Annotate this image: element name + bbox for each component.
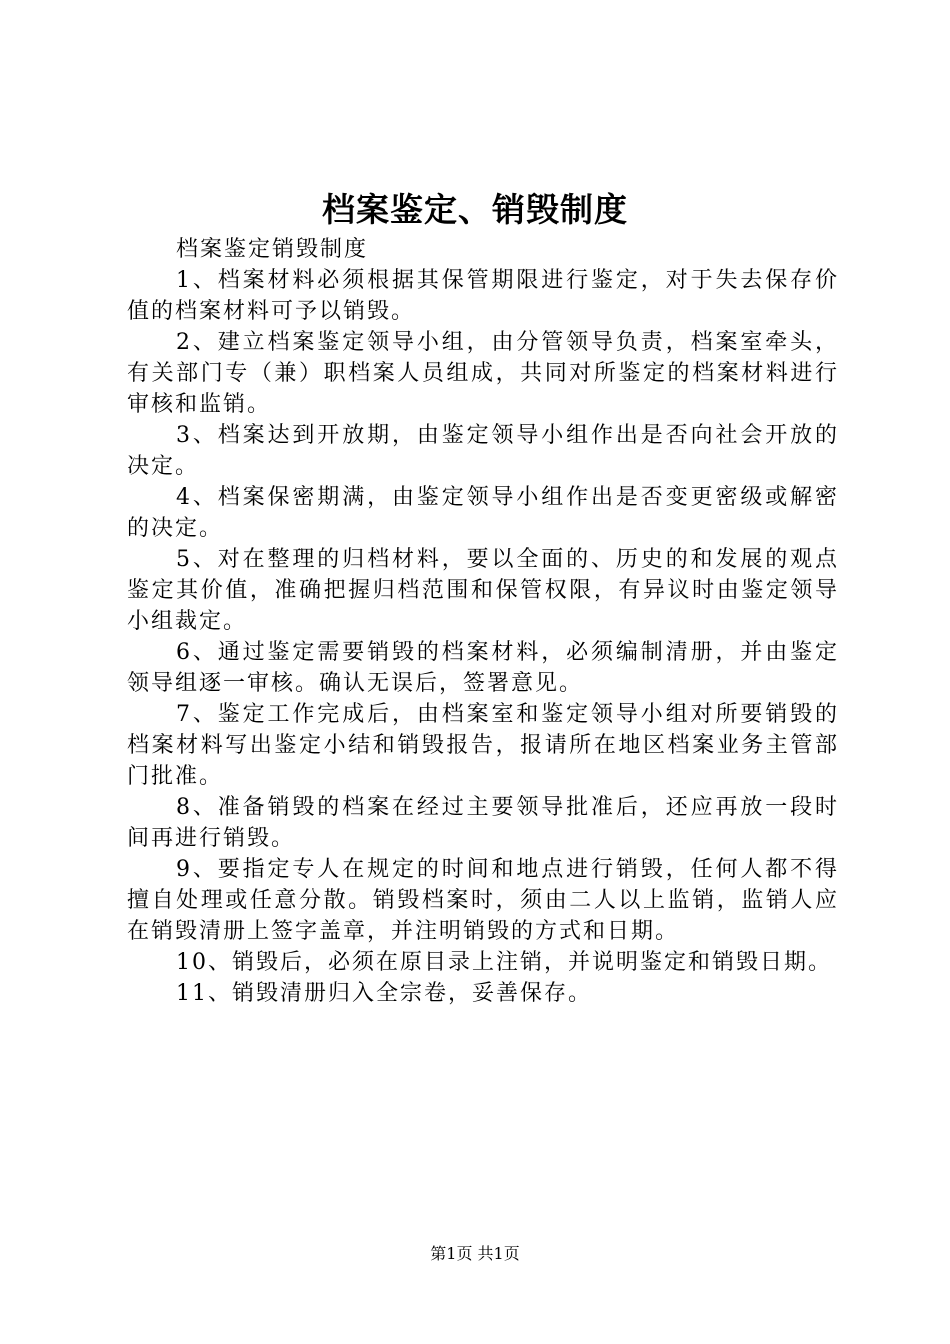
paragraph-item-1: 1、档案材料必须根据其保管期限进行鉴定，对于失去保存价值的档案材料可予以销毁。 (127, 268, 839, 324)
paragraph-heading: 档案鉴定销毁制度 (176, 237, 369, 262)
paragraph-item-8: 8、准备销毁的档案在经过主要领导批准后，还应再放一段时间再进行销毁。 (127, 795, 839, 851)
paragraph-item-4: 4、档案保密期满，由鉴定领导小组作出是否变更密级或解密的决定。 (127, 485, 839, 541)
document-title: 档案鉴定、销毁制度 (322, 190, 628, 229)
paragraph-item-10: 10、销毁后，必须在原目录上注销，并说明鉴定和销毁日期。 (176, 950, 832, 975)
paragraph-item-9: 9、要指定专人在规定的时间和地点进行销毁，任何人都不得擅自处理或任意分散。销毁档案时，须由二人以上监销，监销人应在销毁清册上签字盖章，并注明销毁的方式和日期。 (127, 857, 839, 944)
paragraph-item-5: 5、对在整理的归档材料，要以全面的、历史的和发展的观点鉴定其价值，准确把握归档范围和保管权限，有异议时由鉴定领导小组裁定。 (127, 547, 839, 634)
paragraph-item-7: 7、鉴定工作完成后，由档案室和鉴定领导小组对所要销毁的档案材料写出鉴定小结和销毁报告，报请所在地区档案业务主管部门批准。 (127, 702, 839, 789)
document-body (127, 234, 839, 1009)
paragraph-item-6: 6、通过鉴定需要销毁的档案材料，必须编制清册，并由鉴定领导组逐一审核。确认无误后，签署意见。 (127, 640, 839, 696)
page-footer: 第1页 共1页 (430, 1244, 520, 1263)
paragraph-item-3: 3、档案达到开放期，由鉴定领导小组作出是否向社会开放的决定。 (127, 423, 839, 479)
paragraph-item-2: 2、建立档案鉴定领导小组，由分管领导负责，档案室牵头，有关部门专（兼）职档案人员组成，共同对所鉴定的档案材料进行审核和监销。 (127, 330, 839, 417)
paragraph-item-11: 11、销毁清册归入全宗卷，妥善保存。 (176, 981, 592, 1006)
